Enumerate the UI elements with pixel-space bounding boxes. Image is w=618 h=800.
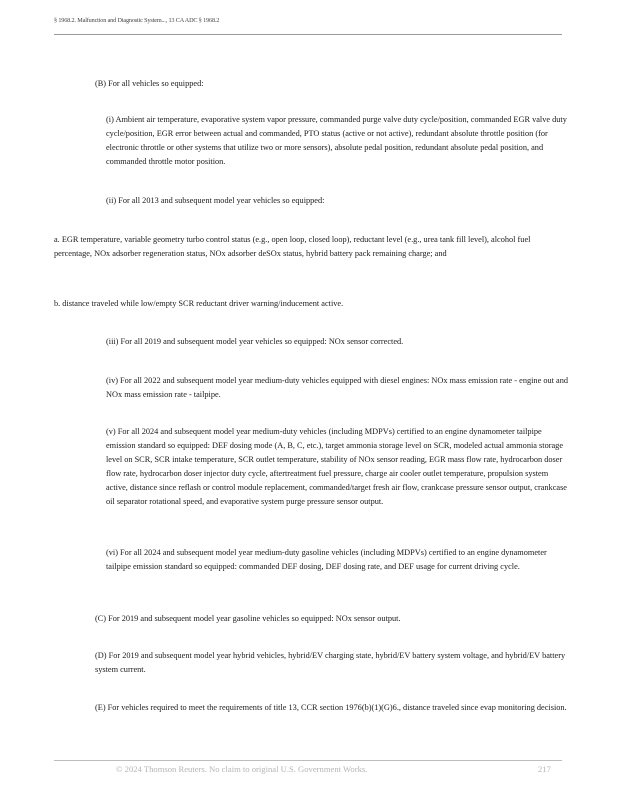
paragraph-b-distance: b. distance traveled while low/empty SCR reductant driver warning/inducement active. (54, 299, 344, 308)
paragraph-a: a. EGR temperature, variable geometry turbo control status (e.g., open loop, closed loop), reductant level (e.g., urea tank fill level), alcohol fuel percentage, NOx adsorber regeneration status, NOx adsorber deSOx status, hybrid battery pack remaining charge; and (54, 235, 531, 258)
paragraph-v: (v) For all 2024 and subsequent model year medium-duty vehicles (including MDPVs) certified to an engine dynamometer tailpipe emission standard so equipped: DEF dosing mode (A, B, C, etc.), target ammonia storage level on SCR, modeled actual ammonia storage level on SCR, SCR intake temperature, SCR outlet temperature, stability of NOx sensor reading, EGR mass flow rate, hydrocarbon doser flow rate, hydrocarbon doser injector duty cycle, aftertreatment fuel pressure, charge air cooler outlet temperature, propulsion system active, distance since reflash or control module replacement, commanded/target fresh air flow, crankcase pressure sensor output, crankcase oil separator rotational speed, and evaporative system purge pressure sensor output. (106, 427, 567, 506)
paragraph-iii: (iii) For all 2019 and subsequent model year vehicles so equipped: NOx sensor corrected. (106, 337, 404, 346)
paragraph-c: (C) For 2019 and subsequent model year gasoline vehicles so equipped: NOx sensor output. (95, 614, 401, 623)
paragraph-b-heading: (B) For all vehicles so equipped: (95, 79, 204, 88)
footer-divider (54, 760, 562, 761)
footer-copyright: © 2024 Thomson Reuters. No claim to original U.S. Government Works. (116, 764, 368, 774)
paragraph-i: (i) Ambient air temperature, evaporative system vapor pressure, commanded purge valve duty cycle/position, commanded EGR valve duty cycle/position, EGR error between actual and commanded, PTO status (active or not active), redundant absolute throttle position (for electronic throttle or other systems that utilize two or more sensors), absolute pedal position, redundant absolute pedal position, and commanded throttle motor position. (106, 115, 567, 166)
header-divider (54, 34, 562, 35)
paragraph-iv: (iv) For all 2022 and subsequent model year medium-duty vehicles equipped with diesel engines: NOx mass emission rate - engine out and NOx mass emission rate - tailpipe. (106, 376, 568, 399)
paragraph-e: (E) For vehicles required to meet the requirements of title 13, CCR section 1976(b)(1)(G)6., distance traveled since evap monitoring decision. (95, 703, 567, 712)
paragraph-vi: (vi) For all 2024 and subsequent model year medium-duty gasoline vehicles (including MDPVs) certified to an engine dynamometer tailpipe emission standard so equipped: commanded DEF dosing, DEF dosing rate, and DEF usage for current driving cycle. (106, 548, 547, 571)
paragraph-ii: (ii) For all 2013 and subsequent model year vehicles so equipped: (106, 196, 325, 205)
paragraph-d: (D) For 2019 and subsequent model year hybrid vehicles, hybrid/EV charging state, hybrid/EV battery system voltage, and hybrid/EV battery system current. (95, 651, 566, 674)
document-citation-header: § 1968.2. Malfunction and Diagnostic System..., 13 CA ADC § 1968.2 (54, 17, 220, 24)
page-number: 217 (538, 764, 551, 774)
